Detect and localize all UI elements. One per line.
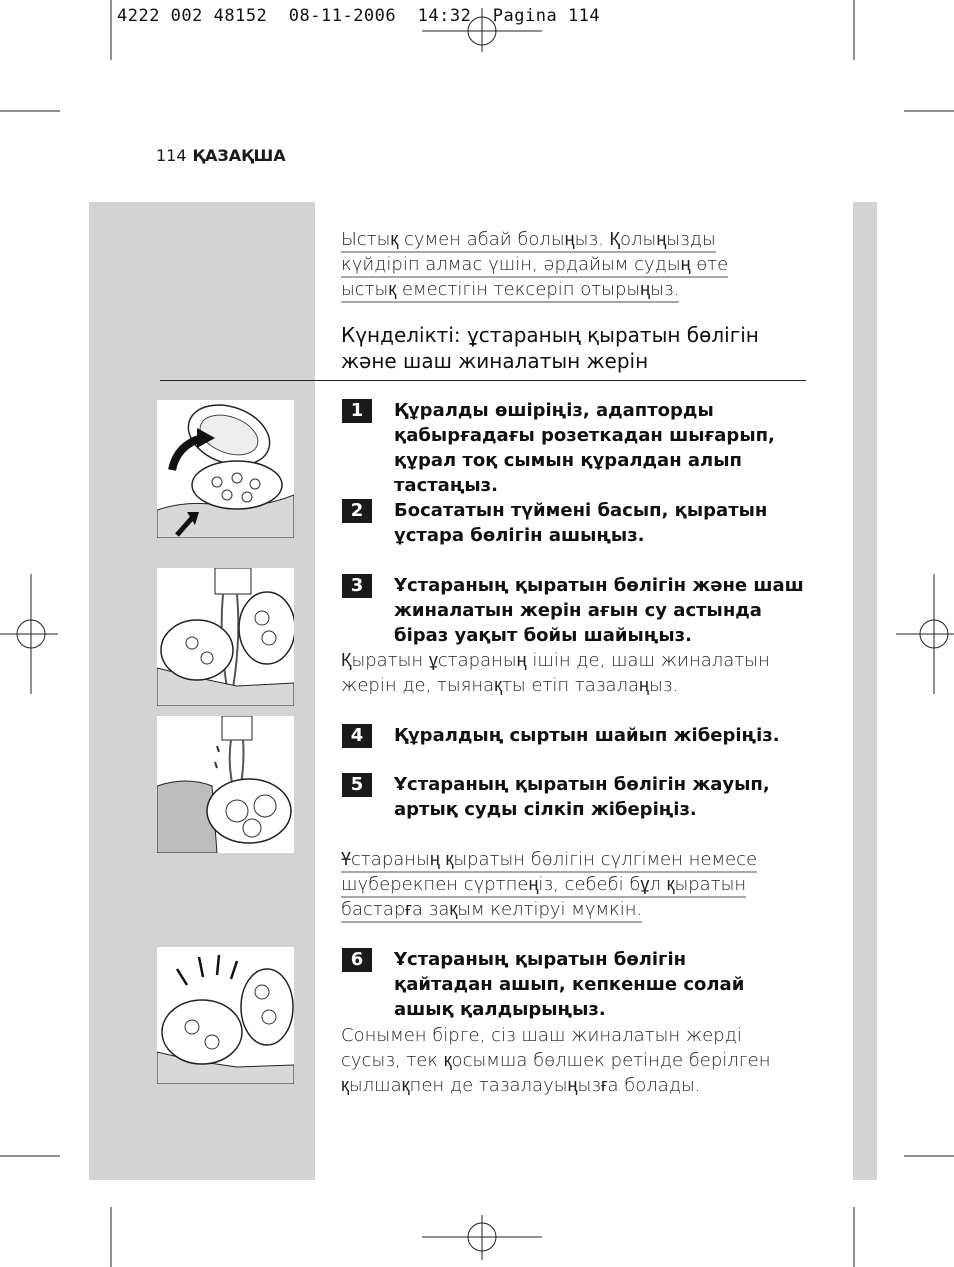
registration-mark-right-icon [896,574,954,694]
section-heading [341,322,801,374]
shaver-open-head-icon [157,400,294,538]
hot-water-warning [341,228,761,303]
step-number-1: 1 [342,399,372,423]
print-date: 08-11-2006 [288,6,397,26]
illustration-3 [157,716,294,853]
illustration-4 [157,947,294,1084]
step-text-2: Босататын түймені басып, қыратын ұстара бөлігін ашыңыз. [394,500,768,546]
warning-line: шүберекпен сүртпеңіз, себебі бұл қыратын [341,873,746,898]
step-text-1: Құралды өшіріңіз, адапторды қабырғадағы розеткадан шығарып, құрал тоқ сымын құралдан алып тастаңыз. [394,400,775,496]
illustration-1 [157,400,294,538]
illustration-2 [157,568,294,706]
heading-line: және шаш жиналатын жерін [341,349,649,373]
print-page-label: Pagina 114 [492,6,601,26]
note-after-step-6: Сонымен бірге, сіз шаш жиналатын жерді сусыз, тек қосымша бөлшек ретінде берілген қылшақпен де тазалауыңызға болады. [341,1025,771,1096]
registration-mark-left-icon [0,574,58,694]
shaver-dry-open-icon [157,947,294,1084]
note-after-step-3: Қыратын ұстараның ішін де, шаш жиналатын жерін де, тыянақты етіп тазалаңыз. [341,650,770,696]
shaver-rinse-closed-icon [157,716,294,853]
step-text-4: Құралдың сыртын шайып жіберіңіз. [394,725,780,746]
warning-line: ыстық еместігін тексеріп отырыңыз. [341,278,679,303]
page-number: 114 [156,146,187,165]
step-number-3: 3 [342,574,372,598]
towel-warning [341,848,801,923]
heading-line: Күнделікті: ұстараның қыратын бөлігін [341,323,759,347]
step-number-2: 2 [342,499,372,523]
step-number-5: 5 [342,773,372,797]
warning-line: Ұстараның қыратын бөлігін сүлгімен немесе [341,848,757,873]
print-time: 14:32 [417,6,472,26]
warning-line: күйдіріп алмас үшін, әрдайым судың өте [341,253,728,278]
registration-mark-top-icon [422,8,542,52]
step-text-6: Ұстараның қыратын бөлігін қайтадан ашып, кепкенше солай ашық қалдырыңыз. [394,949,745,1020]
step-text-3: Ұстараның қыратын бөлігін және шаш жиналатын жерін ағын су астында біраз уақыт бойы шайыңыз. [394,575,804,646]
step-number-4: 4 [342,724,372,748]
heading-rule [160,380,806,381]
print-code: 4222 002 48152 [117,6,268,26]
page-title [156,146,286,165]
warning-line: Ыстық сумен абай болыңыз. Қолыңызды [341,228,716,253]
registration-mark-bottom-icon [422,1215,542,1260]
language-label: ҚАЗАҚША [192,146,286,165]
step-number-6: 6 [342,948,372,972]
shaver-rinse-open-icon [157,568,294,706]
warning-line: бастарға зақым келтіруі мүмкін. [341,898,642,923]
right-margin-panel [853,202,877,1180]
step-text-5: Ұстараның қыратын бөлігін жауып, артық суды сілкіп жіберіңіз. [394,774,770,820]
